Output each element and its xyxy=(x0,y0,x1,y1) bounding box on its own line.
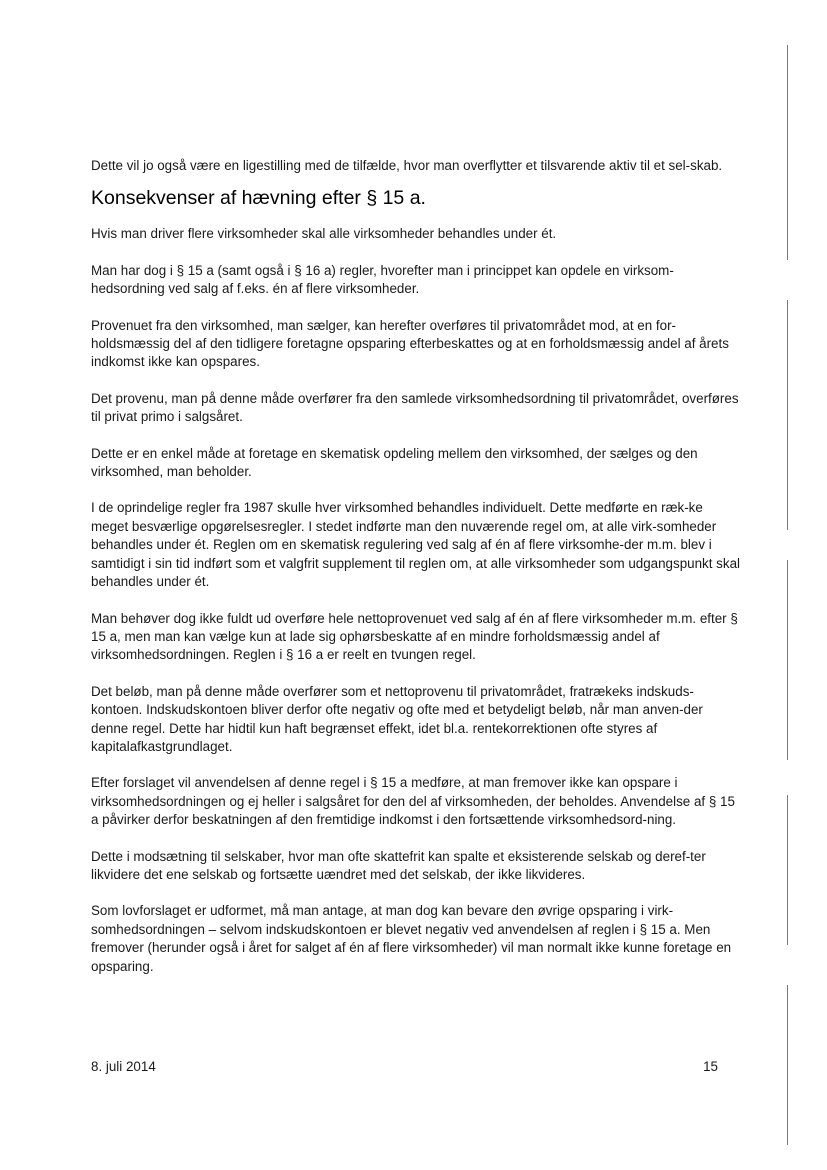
body-paragraph: Det provenu, man på denne måde overfører fra den samlede virksomhedsordning til privatområdet, overføres til privat primo i salgsåret. xyxy=(91,390,739,425)
body-paragraph: Det beløb, man på denne måde overfører som et nettoprovenu til privatområdet, fratrækeks indskuds-kontoen. Indskudskontoen bliver derfor ofte negativ og ofte med et betydeligt beløb, når man anven-der denne regel. Dette har hidtil kun haft begrænset effekt, idet bl.a. rentekorrektionen ofte styres af kapitalafkastgrundlaget. xyxy=(91,683,703,754)
scan-edge-line xyxy=(787,795,788,945)
body-paragraph: Man behøver dog ikke fuldt ud overføre hele nettoprovenuet ved salg af én af flere virksomheder m.m. efter § 15 a, men man kan vælge kun at lade sig ophørsbeskatte af en mindre forholdsmæssig andel af virksomhedsordningen. Reglen i § 16 a er reelt en tvungen regel. xyxy=(91,610,738,663)
scan-edge-line xyxy=(787,300,788,530)
body-paragraph: Man har dog i § 15 a (samt også i § 16 a) regler, hvorefter man i princippet kan opdele en virksom-hedsordning ved salg af f.eks. én af flere virksomheder. xyxy=(91,262,674,297)
page-number: 15 xyxy=(703,1059,718,1074)
scan-edge-line xyxy=(787,985,788,1145)
body-paragraph: I de oprindelige regler fra 1987 skulle hver virksomhed behandles individuelt. Dette medførte en ræk-ke meget besværlige opgørelsesregler. I stedet indførte man den nuværende regel om, at alle virk-somheder behandles under ét. Reglen om en skematisk regulering ved salg af én af flere virksomhe-der m.m. blev i samtidigt i sin tid indført som et valgfrit supplement til reglen om, at alle virksomheder som udgangspunkt skal behandles under ét. xyxy=(91,500,740,590)
body-paragraph: Provenuet fra den virksomhed, man sælger, kan herefter overføres til privatområdet mod, at en for-holdsmæssig del af den tidligere foretagne opsparing efterbeskattes og at en forholdsmæssig andel af årets indkomst ikke kan opspares. xyxy=(91,317,729,370)
body-paragraph: Som lovforslaget er udformet, må man antage, at man dog kan bevare den øvrige opsparing i virk-somhedsordningen – selvom indskudskontoen er blevet negativ ved anvendelsen af reglen i § 15 a. Men fremover (herunder også i året for salget af én af flere virksomheder) vil man normalt ikke kunne foretage en opsparing. xyxy=(91,903,732,974)
body-paragraph: Dette i modsætning til selskaber, hvor man ofte skattefrit kan spalte et eksisterende selskab og deref-ter likvidere det ene selskab og fortsætte uændret med det selskab, der ikke likvideres. xyxy=(91,848,706,882)
scan-edge-line xyxy=(787,560,788,760)
scan-edge-line xyxy=(787,45,788,260)
body-paragraph: Dette er en enkel måde at foretage en skematisk opdeling mellem den virksomhed, der sælges og den virksomhed, man beholder. xyxy=(91,445,698,480)
body-paragraph: Hvis man driver flere virksomheder skal alle virksomheder behandles under ét. xyxy=(91,226,557,242)
intro-paragraph: Dette vil jo også være en ligestilling med de tilfælde, hvor man overflytter et tilsvarende aktiv til et sel-skab. xyxy=(91,158,723,173)
document-body xyxy=(91,157,741,994)
body-paragraph: Efter forslaget vil anvendelsen af denne regel i § 15 a medføre, at man fremover ikke kan opspare i virksomhedsordningen og ej heller i salgsåret for den del af virksomheden, der beholdes. Anvendelse af § 15 a påvirker derfor beskatningen af den fremtidige indkomst i den fortsættende virksomhedsord-ning. xyxy=(91,775,735,828)
section-heading: Konsekvenser af hævning efter § 15 a. xyxy=(91,187,426,210)
footer-date: 8. juli 2014 xyxy=(91,1059,156,1074)
